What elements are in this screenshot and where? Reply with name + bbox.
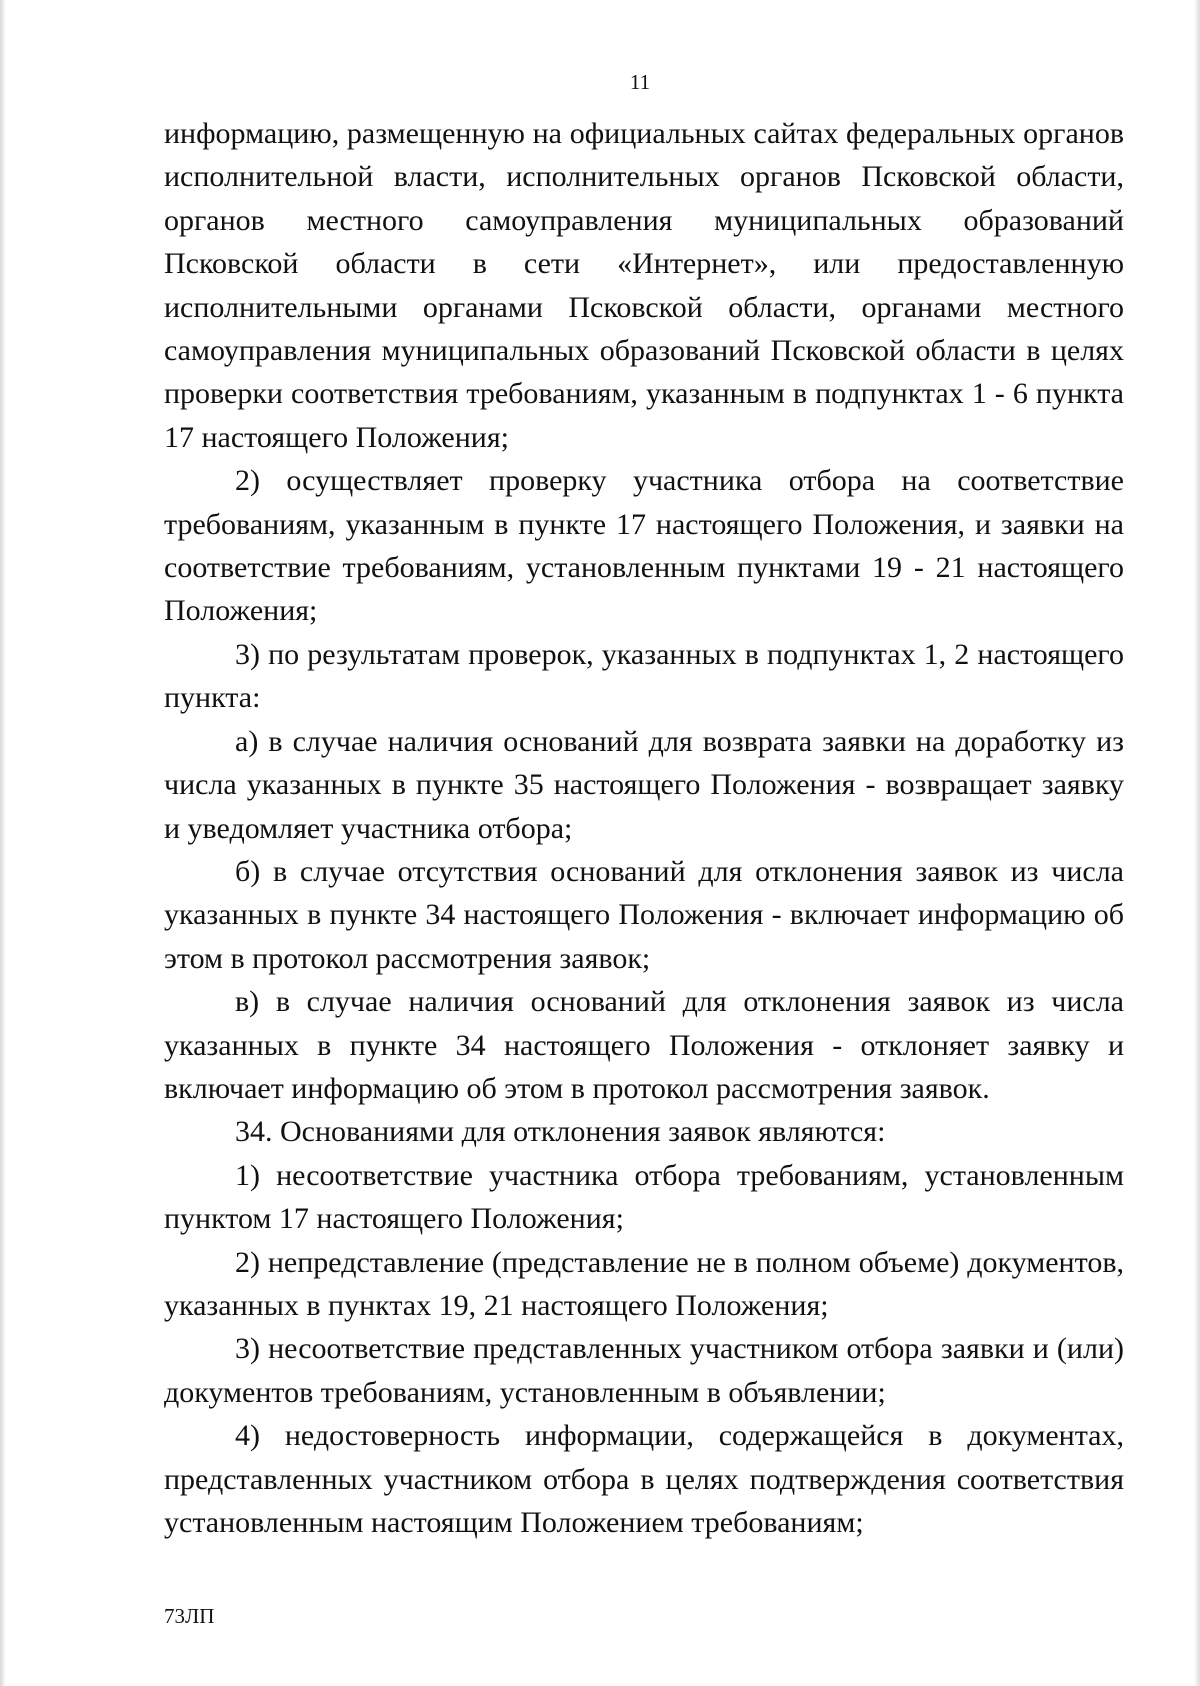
paragraph-reason-1: 1) несоответствие участника отбора требованиям, установленным пунктом 17 настоящего Положения; xyxy=(164,1158,1124,1236)
paragraph-subitem-b: б) в случае отсутствия оснований для отклонения заявок из числа указанных в пункте 34 настоящего Положения - включает информацию об этом в протокол рассмотрения заявок; xyxy=(164,854,1124,975)
scan-edge-left xyxy=(0,0,6,1686)
paragraph-item-2: 2) осуществляет проверку участника отбора на соответствие требованиям, указанным в пункте 17 настоящего Положения, и заявки на соответствие требованиям, установленным пунктами 19 - 21 настоящего Положения; xyxy=(164,464,1124,628)
scan-edge-right xyxy=(1194,0,1200,1686)
paragraph-subitem-a: а) в случае наличия оснований для возврата заявки на доработку из числа указанных в пункте 35 настоящего Положения - возвращает заявку и уведомляет участника отбора; xyxy=(164,724,1124,845)
document-body xyxy=(164,112,1124,1544)
paragraph-section-34: 34. Основаниями для отклонения заявок являются: xyxy=(235,1115,886,1149)
paragraph-reason-4: 4) недостоверность информации, содержащейся в документах, представленных участником отбора в целях подтверждения соответствия установленным настоящим Положением требованиям; xyxy=(164,1419,1124,1539)
footer-document-code: 73ЛП xyxy=(164,1604,215,1628)
paragraph-subitem-v: в) в случае наличия оснований для отклонения заявок из числа указанных в пункте 34 настоящего Положения - отклоняет заявку и включает информацию об этом в протокол рассмотрения заявок. xyxy=(164,985,1124,1105)
paragraph-item-3: 3) по результатам проверок, указанных в подпунктах 1, 2 настоящего пункта: xyxy=(164,637,1124,715)
paragraph-continuation: информацию, размещенную на официальных сайтах федеральных органов исполнительной власти, исполнительных органов Псковской области, органов местного самоуправления муниципальных образований Псковской области в сети «Интернет», или предоставленную исполнительными органами Псковской области, органами местного самоуправления муниципальных образований Псковской области в целях проверки соответствия требованиям, указанным в подпунктах 1 - 6 пункта 17 настоящего Положения; xyxy=(164,117,1124,454)
paragraph-reason-2: 2) непредставление (представление не в полном объеме) документов, указанных в пунктах 19, 21 настоящего Положения; xyxy=(164,1245,1124,1322)
page-number: 11 xyxy=(629,70,651,94)
paragraph-reason-3: 3) несоответствие представленных участником отбора заявки и (или) документов требованиям, установленным в объявлении; xyxy=(164,1332,1124,1409)
